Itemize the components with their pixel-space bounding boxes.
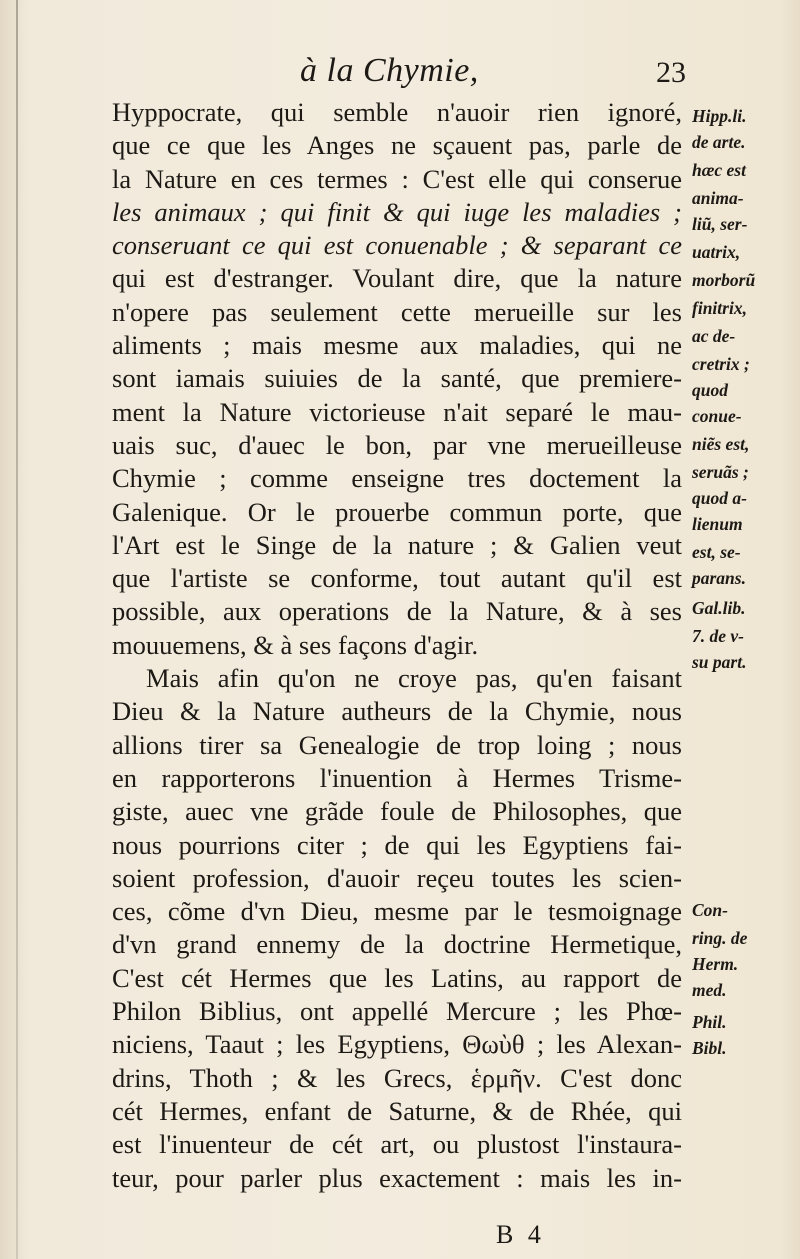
text-line: la Nature en ces termes : C'est elle qui conserue xyxy=(112,163,682,194)
text-line: ment la Nature victorieuse n'ait separé le mau- xyxy=(112,396,682,427)
margin-note: su part. xyxy=(692,652,747,672)
text-line: cét Hermes, enfant de Saturne, & de Rhée, qui xyxy=(112,1095,682,1126)
margin-note: niẽs est, xyxy=(692,434,750,454)
text-line: que ce que les Anges ne sçauent pas, parle de xyxy=(112,130,682,161)
text-line: mouuemens, & à ses façons d'agir. xyxy=(112,629,479,660)
text-line: est l'inuenteur de cét art, ou plustost l'instaura- xyxy=(112,1129,682,1160)
text-line: allions tirer sa Genealogie de trop loing ; nous xyxy=(112,729,682,760)
text-line: conseruant ce qui est conuenable ; & separant ce xyxy=(112,230,682,261)
text-line: soient profession, d'auoir reçeu toutes les scien- xyxy=(112,862,682,893)
text-line: teur, pour parler plus exactement : mais les in- xyxy=(112,1162,682,1193)
margin-note: quod a- xyxy=(692,488,747,508)
margin-note: ring. de xyxy=(692,928,748,948)
margin-note: anima- xyxy=(692,188,744,208)
text-line: niciens, Taaut ; les Egyptiens, Θωὺθ ; les Alexan- xyxy=(112,1029,682,1060)
margin-note: parans. xyxy=(692,568,746,588)
binding-gutter xyxy=(16,0,18,1259)
text-line: que l'artiste se conforme, tout autant qu'il est xyxy=(112,563,682,594)
text-line: Mais afin qu'on ne croye pas, qu'en faisant xyxy=(146,663,682,694)
text-line: Hyppocrate, qui semble n'auoir rien ignoré, xyxy=(112,97,682,127)
body-text xyxy=(112,96,682,1195)
text-line: giste, auec vne grãde foule de Philosophes, que xyxy=(112,796,682,827)
running-title: à la Chymie, xyxy=(300,52,479,89)
margin-note: liũ, ser- xyxy=(692,214,748,234)
text-line: C'est cét Hermes que les Latins, au rapport de xyxy=(112,962,682,993)
text-line: sont iamais suiuies de la santé, que premiere- xyxy=(112,363,682,394)
text-line: les animaux ; qui finit & qui iuge les maladies ; xyxy=(112,196,682,227)
margin-note: 7. de v- xyxy=(692,626,744,646)
margin-note: lienum xyxy=(692,514,743,534)
text-line: l'Art est le Singe de la nature ; & Galien veut xyxy=(112,529,682,560)
margin-note: seruãs ; xyxy=(692,462,749,482)
page-number: 23 xyxy=(656,56,686,89)
text-line: ces, cõme d'vn Dieu, mesme par le tesmoignage xyxy=(112,896,682,927)
margin-note: finitrix, xyxy=(692,298,747,318)
signature-mark: B 4 xyxy=(496,1220,545,1249)
text-line: Chymie ; comme enseigne tres doctement la xyxy=(112,463,682,494)
text-line: uais suc, d'auec le bon, par vne merueilleuse xyxy=(112,429,682,460)
margin-note: Herm. xyxy=(692,954,739,974)
text-line: drins, Thoth ; & les Grecs, ἑρμῆν. C'est donc xyxy=(112,1062,682,1093)
text-line: n'opere pas seulement cette merueille sur les xyxy=(112,296,682,327)
margin-note: Con- xyxy=(692,900,728,920)
margin-note: morborũ xyxy=(692,270,756,290)
text-line: aliments ; mais mesme aux maladies, qui ne xyxy=(112,330,682,361)
page-header xyxy=(110,50,686,94)
margin-note: est, se- xyxy=(692,542,741,562)
margin-note: hæc est xyxy=(692,160,746,180)
margin-note: med. xyxy=(692,980,727,1000)
margin-note: quod xyxy=(692,380,728,400)
text-line: en rapporterons l'inuention à Hermes Trisme- xyxy=(112,762,682,793)
text-line: Galenique. Or le prouerbe commun porte, que xyxy=(112,496,682,527)
margin-note: de arte. xyxy=(692,132,746,152)
margin-note: Hipp.li. xyxy=(692,106,747,126)
text-line: Dieu & la Nature autheurs de la Chymie, nous xyxy=(112,696,682,727)
margin-note: Phil. xyxy=(692,1012,727,1032)
text-line: Philon Biblius, ont appellé Mercure ; les Phœ- xyxy=(112,996,682,1027)
margin-note: ac de- xyxy=(692,326,736,346)
margin-note: Bibl. xyxy=(692,1038,727,1058)
text-line: possible, aux operations de la Nature, & à ses xyxy=(112,596,682,627)
margin-note: uatrix, xyxy=(692,242,741,262)
margin-note: cretrix ; xyxy=(692,354,750,374)
margin-note: conue- xyxy=(692,406,742,426)
text-line: nous pourrions citer ; de qui les Egyptiens fai- xyxy=(112,829,682,860)
text-line: d'vn grand ennemy de la doctrine Hermetique, xyxy=(112,929,682,960)
margin-note: Gal.lib. xyxy=(692,598,746,618)
text-line: qui est d'estranger. Voulant dire, que la nature xyxy=(112,263,682,294)
